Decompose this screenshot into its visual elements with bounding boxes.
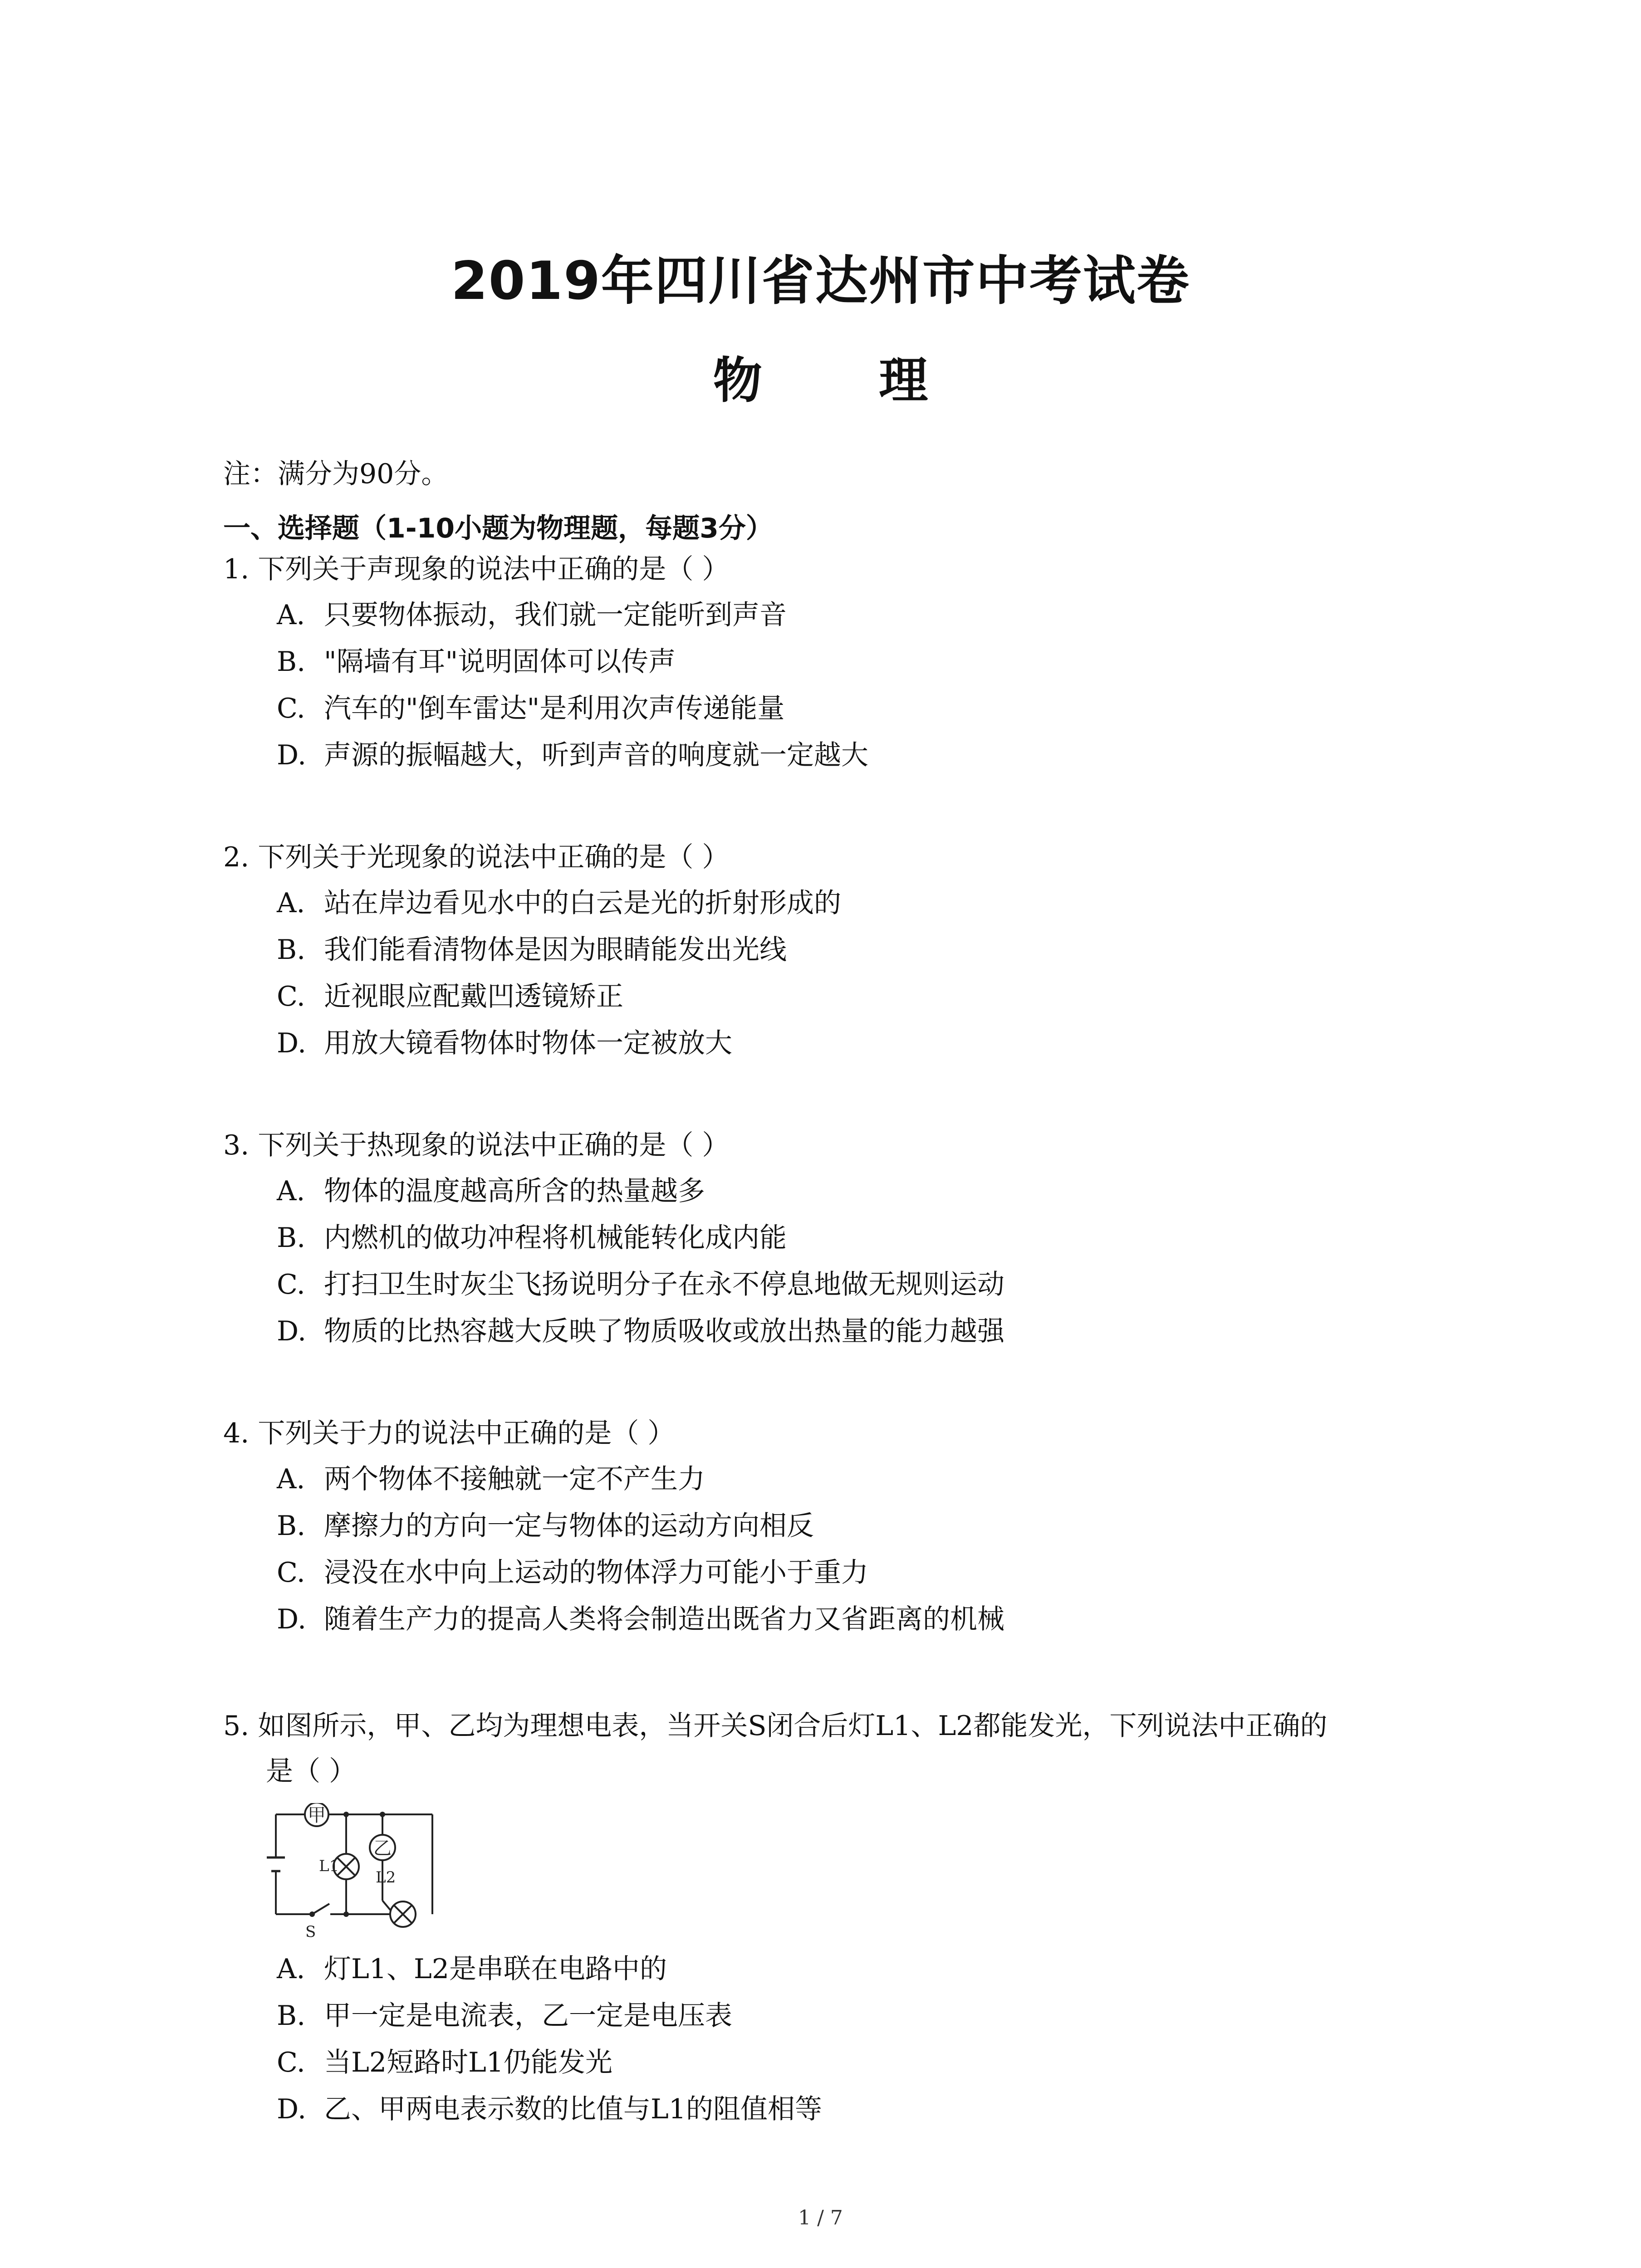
switch-label: S <box>305 1923 316 1939</box>
option-d <box>223 2086 1457 2133</box>
option-text: 物质的比热容越大反映了物质吸收或放出热量的能力越强 <box>324 1315 1004 1347</box>
option-label: C. <box>277 693 305 724</box>
question-stem: 4. 下列关于力的说法中正确的是（ ） <box>223 1418 675 1449</box>
option-list <box>223 1946 1457 2133</box>
option-label: B. <box>277 934 306 966</box>
option-label: A. <box>277 1463 305 1495</box>
option-label: D. <box>277 2093 307 2125</box>
option-text: 灯L1、L2是串联在电路中的 <box>324 1953 667 1985</box>
option-label: D. <box>277 1027 307 1059</box>
option-text: 我们能看清物体是因为眼睛能发出光线 <box>324 934 787 966</box>
option-label: C. <box>277 981 305 1012</box>
option-a <box>223 880 1457 927</box>
option-a <box>223 592 1457 639</box>
question-1 <box>223 547 1457 779</box>
question-2 <box>223 835 1457 1067</box>
option-label: B. <box>277 1510 306 1542</box>
option-a <box>223 1456 1457 1503</box>
question-stem: 3. 下列关于热现象的说法中正确的是（ ） <box>223 1129 730 1161</box>
option-label: C. <box>277 2047 305 2078</box>
option-c <box>223 1261 1457 1308</box>
question-3 <box>223 1123 1457 1355</box>
exam-title: 2019年四川省达州市中考试卷 <box>451 250 1190 312</box>
option-d <box>223 732 1457 779</box>
exam-subject: 物 理 <box>713 352 978 409</box>
meter-a-label: 甲 <box>308 1805 326 1826</box>
option-c <box>223 685 1457 732</box>
question-5 <box>223 1703 1457 1794</box>
option-text: 只要物体振动，我们就一定能听到声音 <box>324 599 787 631</box>
option-text: "隔墙有耳"说明固体可以传声 <box>324 646 676 678</box>
option-text: 甲一定是电流表，乙一定是电压表 <box>324 2000 732 2032</box>
option-text: 两个物体不接触就一定不产生力 <box>324 1463 705 1495</box>
option-label: A. <box>277 887 305 919</box>
meter-a-icon <box>305 1803 328 1826</box>
option-text: 随着生产力的提高人类将会制造出既省力又省距离的机械 <box>324 1603 1004 1635</box>
option-list <box>223 1456 1457 1643</box>
option-text: 打扫卫生时灰尘飞扬说明分子在永不停息地做无规则运动 <box>324 1269 1004 1300</box>
circuit-diagram <box>267 1803 448 1939</box>
option-list <box>223 1168 1457 1355</box>
option-d <box>223 1308 1457 1355</box>
option-c <box>223 973 1457 1020</box>
option-d <box>223 1020 1457 1067</box>
option-b <box>223 639 1457 685</box>
lamp-2-label: L2 <box>376 1868 396 1887</box>
question-stem: 2. 下列关于光现象的说法中正确的是（ ） <box>223 841 730 873</box>
option-label: D. <box>277 739 307 771</box>
option-text: 摩擦力的方向一定与物体的运动方向相反 <box>324 1510 814 1542</box>
option-list <box>223 880 1457 1067</box>
option-text: 近视眼应配戴凹透镜矫正 <box>324 981 623 1012</box>
option-text: 声源的振幅越大，听到声音的响度就一定越大 <box>324 739 868 771</box>
option-text: 乙、甲两电表示数的比值与L1的阻值相等 <box>324 2093 823 2125</box>
option-text: 用放大镜看物体时物体一定被放大 <box>324 1027 732 1059</box>
lamp-2-icon <box>390 1901 416 1927</box>
option-d <box>223 1596 1457 1643</box>
lamp-1-label: L1 <box>319 1857 339 1875</box>
section-heading: 一、选择题（1-10小题为物理题，每题3分） <box>223 513 773 544</box>
option-label: B. <box>277 1222 306 1254</box>
option-b <box>223 1215 1457 1261</box>
option-label: C. <box>277 1269 305 1300</box>
option-label: B. <box>277 2000 306 2032</box>
option-label: C. <box>277 1557 305 1589</box>
question-stem: 5. 如图所示，甲、乙均为理想电表，当开关S闭合后灯L1、L2都能发光，下列说法中正确的 <box>223 1710 1327 1742</box>
question-stem: 1. 下列关于声现象的说法中正确的是（ ） <box>223 553 730 585</box>
meter-b-icon <box>370 1835 395 1860</box>
option-list <box>223 592 1457 779</box>
option-label: A. <box>277 1175 305 1207</box>
option-text: 汽车的"倒车雷达"是利用次声传递能量 <box>324 693 785 724</box>
option-label: B. <box>277 646 306 678</box>
option-b <box>223 1503 1457 1549</box>
meter-b-label: 乙 <box>373 1838 392 1859</box>
exam-note: 注：满分为90分。 <box>223 458 449 490</box>
option-label: A. <box>277 1953 305 1985</box>
question-5-options <box>223 1946 1457 2133</box>
option-c <box>223 2039 1457 2086</box>
option-label: D. <box>277 1315 307 1347</box>
question-4 <box>223 1411 1457 1643</box>
option-label: D. <box>277 1603 307 1635</box>
option-label: A. <box>277 599 305 631</box>
option-c <box>223 1549 1457 1596</box>
option-text: 站在岸边看见水中的白云是光的折射形成的 <box>324 887 841 919</box>
page-number: 1 / 7 <box>798 2206 843 2229</box>
option-b <box>223 927 1457 973</box>
question-stem-continued: 是（ ） <box>266 1755 357 1787</box>
option-b <box>223 1993 1457 2039</box>
option-text: 当L2短路时L1仍能发光 <box>324 2047 613 2078</box>
option-a <box>223 1168 1457 1215</box>
option-text: 浸没在水中向上运动的物体浮力可能小于重力 <box>324 1557 868 1589</box>
option-text: 内燃机的做功冲程将机械能转化成内能 <box>324 1222 787 1254</box>
option-a <box>223 1946 1457 1993</box>
option-text: 物体的温度越高所含的热量越多 <box>324 1175 705 1207</box>
